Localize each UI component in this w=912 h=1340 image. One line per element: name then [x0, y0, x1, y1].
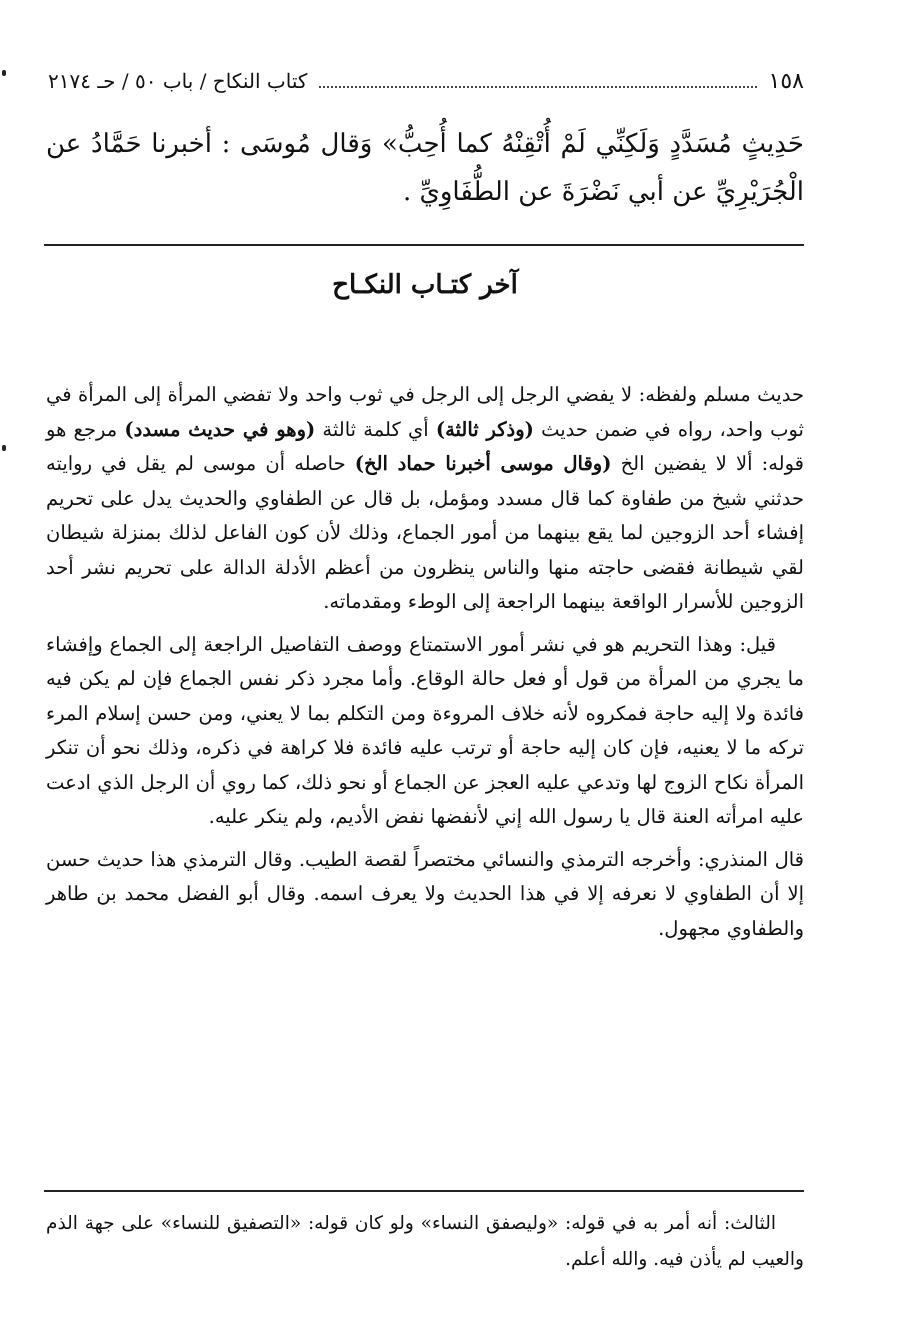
commentary-paragraph: قال المنذري: وأخرجه الترمذي والنسائي مختصراً لقصة الطيب. وقال الترمذي هذا حديث حسن إلا أن الطفاوي لا نعرفه إلا في هذا الحديث ولا يعرف اسمه. وقال أبو الفضل محمد بن طاهر والطفاوي مجهول.	[46, 847, 804, 940]
page-number: ١٥٨	[768, 68, 804, 94]
commentary-lemma: (وذكر ثالثة)	[435, 417, 534, 441]
commentary-text: أي كلمة ثالثة	[315, 417, 436, 441]
scan-mark	[2, 445, 6, 451]
commentary-paragraph	[46, 378, 804, 620]
commentary-text: حاصله أن موسى لم يقل في روايته حدثني شيخ من طفاوة كما قال مسدد ومؤمل، بل قال عن الطفاوي والحديث يدل على تحريم إفشاء أحد الزوجين لما يقع بينهما من أمور الجماع، وذلك لأن كون الفاعل لذلك بمنزلة شيطان لقي شيطانة فقضى حاجته منها والناس ينظرون من أعظم الأدلة الدالة على تحريم نشر أحد الزوجين للأسرار الواقعة بينهما الراجعة إلى الوطء ومقدماته.	[46, 452, 804, 613]
commentary-lemma: (وهو في حديث مسدد)	[124, 417, 316, 441]
commentary	[46, 378, 804, 954]
page-header	[48, 64, 804, 98]
footnote-divider	[44, 1190, 804, 1192]
section-title: آخر كتـاب النكـاح	[332, 270, 518, 300]
hadith-text: حَدِيثٍ مُسَدَّدٍ وَلَكِنِّي لَمْ أُتْقِنْهُ كما أُحِبُّ» وَقال مُوسَى : أخبرنا حَمَّادُ عن الْجُرَيْرِيِّ عن أبي نَضْرَةَ عن الطُّفَاوِيِّ .	[46, 129, 804, 207]
footnote	[46, 1206, 804, 1278]
commentary-text: حديث مسلم ولفظه: لا يفضي الرجل إلى الرجل في ثوب واحد ولا تفضي المرأة إلى المرأة في ثوب واحد، رواه في ضمن حديث	[46, 383, 804, 441]
header-dotted-leader	[319, 86, 756, 88]
main-divider	[44, 244, 804, 246]
running-title: كتاب النكاح / باب ٥٠ / حـ ٢١٧٤	[48, 69, 308, 93]
footnote-text: الثالث: أنه أمر به في قوله: «وليصفق النساء» ولو كان قوله: «التصفيق للنساء» على جهة الذم والعيب لم يأذن فيه. والله أعلم.	[46, 1213, 804, 1270]
commentary-lemma: (وقال موسى أخبرنا حماد الخ)	[354, 452, 612, 475]
commentary-paragraph: قيل: وهذا التحريم هو في نشر أمور الاستمتاع ووصف التفاصيل الراجعة إلى الجماع وإفشاء ما يجري من المرأة من قول أو فعل حالة الوقاع. وأما مجرد ذكر نفس الجماع فإن لم يكن فيه فائدة ولا إليه حاجة فمكروه لأنه خلاف المروءة ومن التكلم بما لا يعني، ومن حسن إسلام المرء تركه ما لا يعنيه، فإن كان إليه حاجة أو ترتب عليه فائدة فلا كراهة في ذكره، وذلك نحو أن تنكر المرأة نكاح الزوج لها وتدعي عليه العجز عن الجماع أو نحو ذلك، كما روي أن الرجل الذي ادعت عليه امرأته العنة قال يا رسول الله إني لأنفضها نفض الأديم، ولم ينكر عليه.	[46, 632, 804, 828]
scan-mark	[2, 70, 6, 76]
commentary-text: مرجع هو قوله: ألا لا يفضين الخ	[46, 417, 804, 475]
